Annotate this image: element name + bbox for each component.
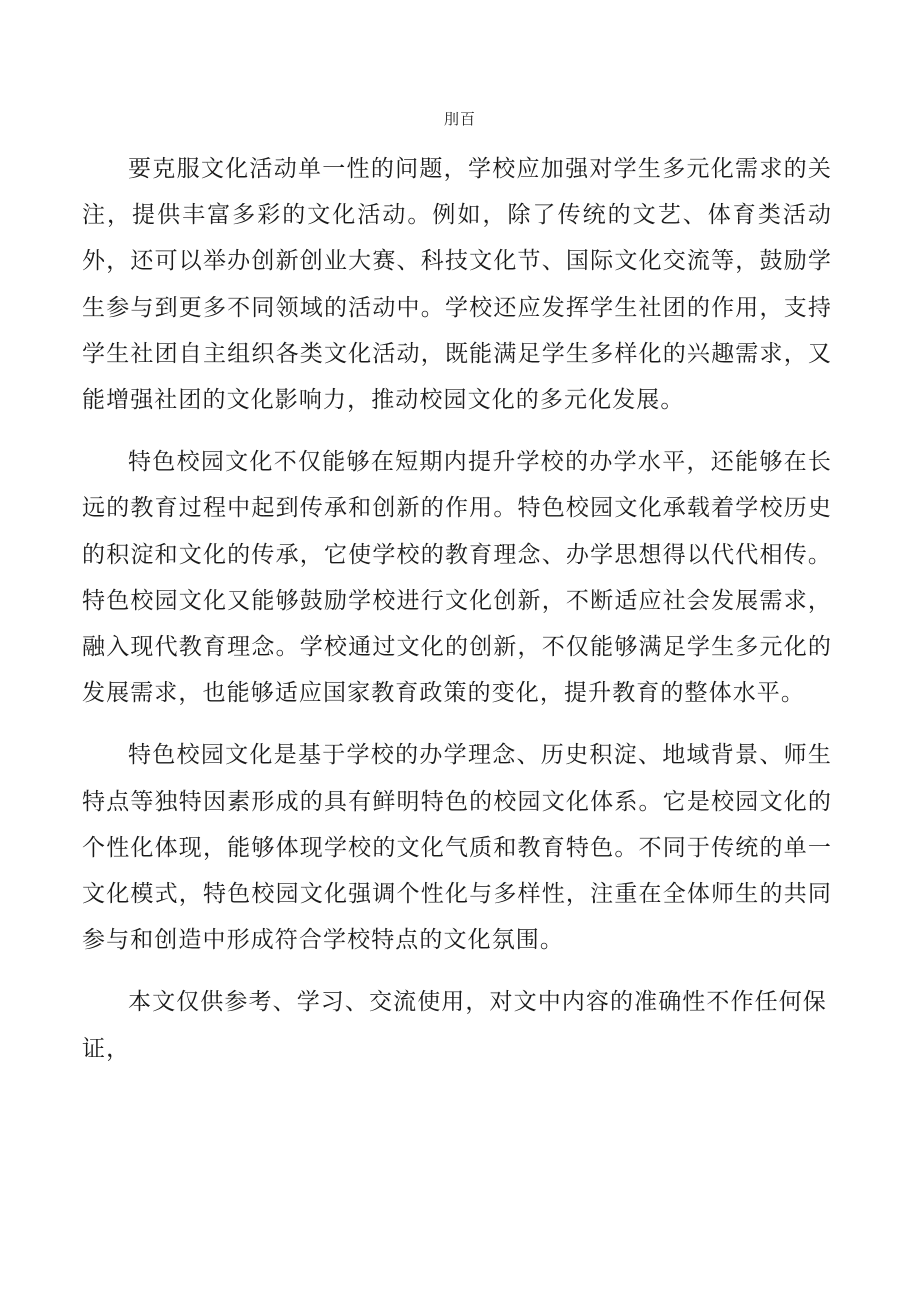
document-body	[82, 146, 832, 1072]
paragraph-disclaimer: 本文仅供参考、学习、交流使用，对文中内容的准确性不作任何保证，	[82, 989, 827, 1062]
paragraph-activities: 要克服文化活动单一性的问题，学校应加强对学生多元化需求的关注，提供丰富多彩的文化活动。例如，除了传统的文艺、体育类活动外，还可以举办创新创业大赛、科技文化节、国际文化交流等，鼓励学生参与到更多不同领域的活动中。学校还应发挥学生社团的作用，支持学生社团自主组织各类文化活动，既能满足学生多样化的兴趣需求，又能增强社团的文化影响力，推动校园文化的多元化发展。	[82, 156, 832, 414]
page-heading: 刖百	[443, 110, 476, 128]
paragraph-heritage-innovation: 特色校园文化不仅能够在短期内提升学校的办学水平，还能够在长远的教育过程中起到传承和创新的作用。特色校园文化承载着学校历史的积淀和文化的传承，它使学校的教育理念、办学思想得以代代相传。特色校园文化又能够鼓励学校进行文化创新，不断适应社会发展需求，融入现代教育理念。学校通过文化的创新，不仅能够满足学生多元化的发展需求，也能够适应国家教育政策的变化，提升教育的整体水平。	[82, 449, 832, 707]
paragraph-definition: 特色校园文化是基于学校的办学理念、历史积淀、地域背景、师生特点等独特因素形成的具有鲜明特色的校园文化体系。它是校园文化的个性化体现，能够体现学校的文化气质和教育特色。不同于传统的单一文化模式，特色校园文化强调个性化与多样性，注重在全体师生的共同参与和创造中形成符合学校特点的文化氛围。	[82, 742, 832, 954]
